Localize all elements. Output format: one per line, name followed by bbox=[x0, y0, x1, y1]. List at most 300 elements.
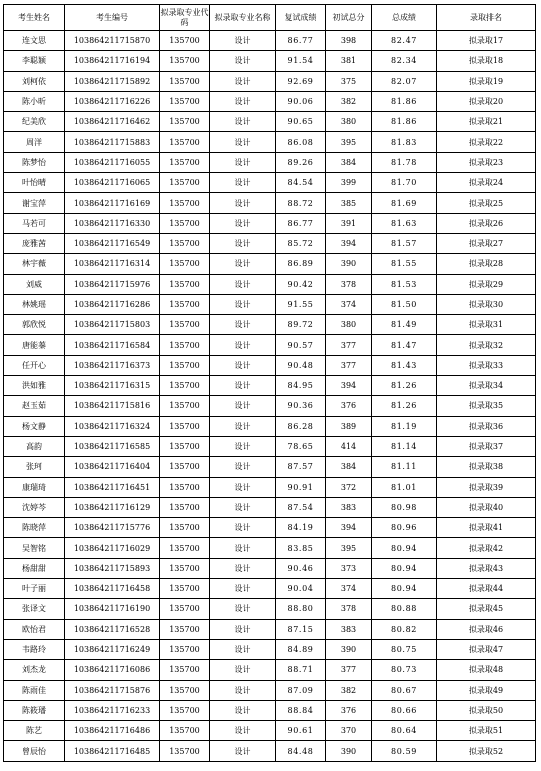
total-score-cell: 80.73 bbox=[372, 660, 437, 680]
rank-cell: 拟录取20 bbox=[437, 91, 536, 111]
total-score-cell: 80.94 bbox=[372, 538, 437, 558]
initial-score-cell: 385 bbox=[326, 193, 372, 213]
major-code-cell: 135700 bbox=[160, 193, 210, 213]
major-code-cell: 135700 bbox=[160, 721, 210, 741]
initial-score-cell: 390 bbox=[326, 639, 372, 659]
table-row bbox=[4, 700, 536, 720]
name-cell: 李聪颖 bbox=[4, 51, 65, 71]
name-cell: 叶怡晴 bbox=[4, 173, 65, 193]
retest-score-cell: 88.72 bbox=[276, 193, 326, 213]
major-code-cell: 135700 bbox=[160, 741, 210, 761]
rank-cell: 拟录取25 bbox=[437, 193, 536, 213]
retest-score-cell: 87.15 bbox=[276, 619, 326, 639]
major-name-cell: 设计 bbox=[210, 112, 276, 132]
rank-cell: 拟录取32 bbox=[437, 335, 536, 355]
rank-cell: 拟录取27 bbox=[437, 233, 536, 253]
rank-cell: 拟录取37 bbox=[437, 436, 536, 456]
table-row bbox=[4, 721, 536, 741]
table-row bbox=[4, 152, 536, 172]
candidate-id-cell: 103864211715976 bbox=[65, 274, 160, 294]
major-name-cell: 设计 bbox=[210, 294, 276, 314]
name-cell: 郭欣悦 bbox=[4, 315, 65, 335]
candidate-id-cell: 103864211716330 bbox=[65, 213, 160, 233]
rank-cell: 拟录取24 bbox=[437, 173, 536, 193]
rank-cell: 拟录取26 bbox=[437, 213, 536, 233]
candidate-id-cell: 103864211716190 bbox=[65, 599, 160, 619]
candidate-id-cell: 103864211716249 bbox=[65, 639, 160, 659]
retest-score-cell: 87.09 bbox=[276, 680, 326, 700]
total-score-cell: 81.55 bbox=[372, 254, 437, 274]
rank-cell: 拟录取38 bbox=[437, 457, 536, 477]
rank-cell: 拟录取33 bbox=[437, 355, 536, 375]
retest-score-cell: 90.91 bbox=[276, 477, 326, 497]
admission-table bbox=[3, 4, 536, 762]
rank-cell: 拟录取40 bbox=[437, 497, 536, 517]
name-cell: 陈雨佳 bbox=[4, 680, 65, 700]
major-code-cell: 135700 bbox=[160, 477, 210, 497]
major-code-cell: 135700 bbox=[160, 51, 210, 71]
candidate-id-cell: 103864211716315 bbox=[65, 376, 160, 396]
retest-score-cell: 87.54 bbox=[276, 497, 326, 517]
name-cell: 陈筱璠 bbox=[4, 700, 65, 720]
rank-cell: 拟录取52 bbox=[437, 741, 536, 761]
name-cell: 赵玉茹 bbox=[4, 396, 65, 416]
major-code-cell: 135700 bbox=[160, 71, 210, 91]
retest-score-cell: 90.65 bbox=[276, 112, 326, 132]
major-name-cell: 设计 bbox=[210, 416, 276, 436]
candidate-id-cell: 103864211716486 bbox=[65, 721, 160, 741]
major-name-cell: 设计 bbox=[210, 660, 276, 680]
retest-score-cell: 88.80 bbox=[276, 599, 326, 619]
retest-score-cell: 87.57 bbox=[276, 457, 326, 477]
total-score-cell: 81.49 bbox=[372, 315, 437, 335]
table-row bbox=[4, 254, 536, 274]
retest-score-cell: 84.48 bbox=[276, 741, 326, 761]
rank-cell: 拟录取19 bbox=[437, 71, 536, 91]
table-row bbox=[4, 396, 536, 416]
retest-score-cell: 92.69 bbox=[276, 71, 326, 91]
major-code-cell: 135700 bbox=[160, 436, 210, 456]
total-score-cell: 81.19 bbox=[372, 416, 437, 436]
total-score-cell: 81.86 bbox=[372, 91, 437, 111]
retest-score-cell: 84.54 bbox=[276, 173, 326, 193]
table-row bbox=[4, 436, 536, 456]
table-row bbox=[4, 355, 536, 375]
candidate-id-cell: 103864211716585 bbox=[65, 436, 160, 456]
initial-score-cell: 394 bbox=[326, 376, 372, 396]
table-row bbox=[4, 538, 536, 558]
total-score-cell: 80.88 bbox=[372, 599, 437, 619]
initial-score-cell: 394 bbox=[326, 233, 372, 253]
name-cell: 周洋 bbox=[4, 132, 65, 152]
total-score-cell: 81.14 bbox=[372, 436, 437, 456]
header-candidate-id: 考生编号 bbox=[65, 5, 160, 31]
rank-cell: 拟录取42 bbox=[437, 538, 536, 558]
major-code-cell: 135700 bbox=[160, 396, 210, 416]
rank-cell: 拟录取31 bbox=[437, 315, 536, 335]
major-code-cell: 135700 bbox=[160, 619, 210, 639]
total-score-cell: 81.53 bbox=[372, 274, 437, 294]
name-cell: 吴智铭 bbox=[4, 538, 65, 558]
candidate-id-cell: 103864211716169 bbox=[65, 193, 160, 213]
total-score-cell: 81.01 bbox=[372, 477, 437, 497]
table-row bbox=[4, 477, 536, 497]
major-code-cell: 135700 bbox=[160, 660, 210, 680]
major-code-cell: 135700 bbox=[160, 700, 210, 720]
initial-score-cell: 382 bbox=[326, 680, 372, 700]
major-name-cell: 设计 bbox=[210, 132, 276, 152]
rank-cell: 拟录取49 bbox=[437, 680, 536, 700]
table-row bbox=[4, 518, 536, 538]
table-row bbox=[4, 599, 536, 619]
candidate-id-cell: 103864211715776 bbox=[65, 518, 160, 538]
candidate-id-cell: 103864211715870 bbox=[65, 31, 160, 51]
total-score-cell: 81.43 bbox=[372, 355, 437, 375]
major-code-cell: 135700 bbox=[160, 91, 210, 111]
rank-cell: 拟录取23 bbox=[437, 152, 536, 172]
major-name-cell: 设计 bbox=[210, 477, 276, 497]
total-score-cell: 81.47 bbox=[372, 335, 437, 355]
initial-score-cell: 389 bbox=[326, 416, 372, 436]
major-name-cell: 设计 bbox=[210, 213, 276, 233]
rank-cell: 拟录取47 bbox=[437, 639, 536, 659]
major-name-cell: 设计 bbox=[210, 599, 276, 619]
major-name-cell: 设计 bbox=[210, 579, 276, 599]
retest-score-cell: 84.95 bbox=[276, 376, 326, 396]
retest-score-cell: 89.26 bbox=[276, 152, 326, 172]
table-row bbox=[4, 31, 536, 51]
retest-score-cell: 83.85 bbox=[276, 538, 326, 558]
initial-score-cell: 377 bbox=[326, 355, 372, 375]
header-name: 考生姓名 bbox=[4, 5, 65, 31]
table-row bbox=[4, 416, 536, 436]
header-rank: 录取排名 bbox=[437, 5, 536, 31]
retest-score-cell: 90.06 bbox=[276, 91, 326, 111]
name-cell: 张珂 bbox=[4, 457, 65, 477]
total-score-cell: 80.94 bbox=[372, 558, 437, 578]
table-row bbox=[4, 112, 536, 132]
table-row bbox=[4, 741, 536, 761]
major-code-cell: 135700 bbox=[160, 152, 210, 172]
name-cell: 马若可 bbox=[4, 213, 65, 233]
candidate-id-cell: 103864211716055 bbox=[65, 152, 160, 172]
major-code-cell: 135700 bbox=[160, 274, 210, 294]
major-name-cell: 设计 bbox=[210, 71, 276, 91]
retest-score-cell: 88.84 bbox=[276, 700, 326, 720]
rank-cell: 拟录取41 bbox=[437, 518, 536, 538]
major-name-cell: 设计 bbox=[210, 639, 276, 659]
rank-cell: 拟录取35 bbox=[437, 396, 536, 416]
total-score-cell: 80.66 bbox=[372, 700, 437, 720]
major-name-cell: 设计 bbox=[210, 436, 276, 456]
major-code-cell: 135700 bbox=[160, 457, 210, 477]
major-name-cell: 设计 bbox=[210, 396, 276, 416]
initial-score-cell: 398 bbox=[326, 31, 372, 51]
total-score-cell: 81.11 bbox=[372, 457, 437, 477]
initial-score-cell: 383 bbox=[326, 497, 372, 517]
major-name-cell: 设计 bbox=[210, 254, 276, 274]
candidate-id-cell: 103864211716286 bbox=[65, 294, 160, 314]
candidate-id-cell: 103864211715883 bbox=[65, 132, 160, 152]
candidate-id-cell: 103864211716324 bbox=[65, 416, 160, 436]
major-name-cell: 设计 bbox=[210, 376, 276, 396]
major-code-cell: 135700 bbox=[160, 639, 210, 659]
initial-score-cell: 383 bbox=[326, 619, 372, 639]
major-code-cell: 135700 bbox=[160, 355, 210, 375]
table-row bbox=[4, 274, 536, 294]
name-cell: 纪美欣 bbox=[4, 112, 65, 132]
major-name-cell: 设计 bbox=[210, 619, 276, 639]
header-total-score: 总成绩 bbox=[372, 5, 437, 31]
initial-score-cell: 373 bbox=[326, 558, 372, 578]
candidate-id-cell: 103864211716194 bbox=[65, 51, 160, 71]
initial-score-cell: 377 bbox=[326, 660, 372, 680]
total-score-cell: 81.86 bbox=[372, 112, 437, 132]
initial-score-cell: 376 bbox=[326, 700, 372, 720]
name-cell: 陈艺 bbox=[4, 721, 65, 741]
major-name-cell: 设计 bbox=[210, 741, 276, 761]
rank-cell: 拟录取28 bbox=[437, 254, 536, 274]
name-cell: 杨文静 bbox=[4, 416, 65, 436]
total-score-cell: 80.94 bbox=[372, 579, 437, 599]
retest-score-cell: 91.54 bbox=[276, 51, 326, 71]
retest-score-cell: 90.36 bbox=[276, 396, 326, 416]
name-cell: 唐能蓁 bbox=[4, 335, 65, 355]
initial-score-cell: 378 bbox=[326, 599, 372, 619]
initial-score-cell: 372 bbox=[326, 477, 372, 497]
major-name-cell: 设计 bbox=[210, 152, 276, 172]
name-cell: 刘柯依 bbox=[4, 71, 65, 91]
total-score-cell: 81.83 bbox=[372, 132, 437, 152]
table-row bbox=[4, 376, 536, 396]
candidate-id-cell: 103864211716528 bbox=[65, 619, 160, 639]
major-code-cell: 135700 bbox=[160, 112, 210, 132]
initial-score-cell: 375 bbox=[326, 71, 372, 91]
initial-score-cell: 370 bbox=[326, 721, 372, 741]
major-code-cell: 135700 bbox=[160, 579, 210, 599]
total-score-cell: 82.47 bbox=[372, 31, 437, 51]
major-code-cell: 135700 bbox=[160, 254, 210, 274]
initial-score-cell: 391 bbox=[326, 213, 372, 233]
table-row bbox=[4, 132, 536, 152]
major-code-cell: 135700 bbox=[160, 233, 210, 253]
candidate-id-cell: 103864211715876 bbox=[65, 680, 160, 700]
initial-score-cell: 380 bbox=[326, 315, 372, 335]
name-cell: 高韵 bbox=[4, 436, 65, 456]
candidate-id-cell: 103864211716314 bbox=[65, 254, 160, 274]
rank-cell: 拟录取21 bbox=[437, 112, 536, 132]
major-code-cell: 135700 bbox=[160, 497, 210, 517]
candidate-id-cell: 103864211716086 bbox=[65, 660, 160, 680]
initial-score-cell: 390 bbox=[326, 741, 372, 761]
major-code-cell: 135700 bbox=[160, 680, 210, 700]
major-name-cell: 设计 bbox=[210, 680, 276, 700]
major-name-cell: 设计 bbox=[210, 721, 276, 741]
candidate-id-cell: 103864211715816 bbox=[65, 396, 160, 416]
header-major-name: 拟录取专业名称 bbox=[210, 5, 276, 31]
rank-cell: 拟录取36 bbox=[437, 416, 536, 436]
initial-score-cell: 395 bbox=[326, 132, 372, 152]
candidate-id-cell: 103864211715892 bbox=[65, 71, 160, 91]
name-cell: 陈小昕 bbox=[4, 91, 65, 111]
total-score-cell: 80.67 bbox=[372, 680, 437, 700]
major-code-cell: 135700 bbox=[160, 173, 210, 193]
rank-cell: 拟录取29 bbox=[437, 274, 536, 294]
name-cell: 叶子丽 bbox=[4, 579, 65, 599]
initial-score-cell: 378 bbox=[326, 274, 372, 294]
total-score-cell: 80.96 bbox=[372, 518, 437, 538]
rank-cell: 拟录取18 bbox=[437, 51, 536, 71]
major-name-cell: 设计 bbox=[210, 497, 276, 517]
table-row bbox=[4, 457, 536, 477]
rank-cell: 拟录取30 bbox=[437, 294, 536, 314]
retest-score-cell: 86.77 bbox=[276, 31, 326, 51]
name-cell: 曾辰怡 bbox=[4, 741, 65, 761]
retest-score-cell: 90.61 bbox=[276, 721, 326, 741]
name-cell: 韦路玲 bbox=[4, 639, 65, 659]
major-code-cell: 135700 bbox=[160, 599, 210, 619]
total-score-cell: 81.50 bbox=[372, 294, 437, 314]
table-row bbox=[4, 91, 536, 111]
total-score-cell: 81.26 bbox=[372, 396, 437, 416]
rank-cell: 拟录取44 bbox=[437, 579, 536, 599]
retest-score-cell: 90.48 bbox=[276, 355, 326, 375]
name-cell: 谢宝萍 bbox=[4, 193, 65, 213]
initial-score-cell: 382 bbox=[326, 91, 372, 111]
name-cell: 张译文 bbox=[4, 599, 65, 619]
initial-score-cell: 384 bbox=[326, 152, 372, 172]
name-cell: 陈晓萍 bbox=[4, 518, 65, 538]
retest-score-cell: 78.65 bbox=[276, 436, 326, 456]
rank-cell: 拟录取50 bbox=[437, 700, 536, 720]
table-row bbox=[4, 497, 536, 517]
rank-cell: 拟录取39 bbox=[437, 477, 536, 497]
major-name-cell: 设计 bbox=[210, 233, 276, 253]
table-row bbox=[4, 315, 536, 335]
header-initial-score: 初试总分 bbox=[326, 5, 372, 31]
candidate-id-cell: 103864211716549 bbox=[65, 233, 160, 253]
major-code-cell: 135700 bbox=[160, 518, 210, 538]
name-cell: 沈婷芩 bbox=[4, 497, 65, 517]
header-major-code: 拟录取专业代码 bbox=[160, 5, 210, 31]
name-cell: 洪如雅 bbox=[4, 376, 65, 396]
initial-score-cell: 377 bbox=[326, 335, 372, 355]
major-code-cell: 135700 bbox=[160, 538, 210, 558]
table-row bbox=[4, 193, 536, 213]
candidate-id-cell: 103864211716226 bbox=[65, 91, 160, 111]
major-code-cell: 135700 bbox=[160, 558, 210, 578]
retest-score-cell: 90.57 bbox=[276, 335, 326, 355]
initial-score-cell: 376 bbox=[326, 396, 372, 416]
major-name-cell: 设计 bbox=[210, 538, 276, 558]
major-code-cell: 135700 bbox=[160, 132, 210, 152]
total-score-cell: 81.57 bbox=[372, 233, 437, 253]
major-name-cell: 设计 bbox=[210, 51, 276, 71]
name-cell: 刘威 bbox=[4, 274, 65, 294]
candidate-id-cell: 103864211715803 bbox=[65, 315, 160, 335]
candidate-id-cell: 103864211716233 bbox=[65, 700, 160, 720]
initial-score-cell: 390 bbox=[326, 254, 372, 274]
name-cell: 庞雅茜 bbox=[4, 233, 65, 253]
header-retest-score: 复试成绩 bbox=[276, 5, 326, 31]
candidate-id-cell: 103864211716462 bbox=[65, 112, 160, 132]
total-score-cell: 81.78 bbox=[372, 152, 437, 172]
retest-score-cell: 90.46 bbox=[276, 558, 326, 578]
major-code-cell: 135700 bbox=[160, 315, 210, 335]
retest-score-cell: 90.42 bbox=[276, 274, 326, 294]
table-row bbox=[4, 51, 536, 71]
rank-cell: 拟录取22 bbox=[437, 132, 536, 152]
candidate-id-cell: 103864211715893 bbox=[65, 558, 160, 578]
candidate-id-cell: 103864211716373 bbox=[65, 355, 160, 375]
total-score-cell: 80.75 bbox=[372, 639, 437, 659]
retest-score-cell: 86.89 bbox=[276, 254, 326, 274]
name-cell: 林姚瑶 bbox=[4, 294, 65, 314]
retest-score-cell: 88.71 bbox=[276, 660, 326, 680]
table-row bbox=[4, 173, 536, 193]
initial-score-cell: 374 bbox=[326, 294, 372, 314]
initial-score-cell: 394 bbox=[326, 518, 372, 538]
initial-score-cell: 414 bbox=[326, 436, 372, 456]
rank-cell: 拟录取51 bbox=[437, 721, 536, 741]
table-row bbox=[4, 619, 536, 639]
rank-cell: 拟录取43 bbox=[437, 558, 536, 578]
total-score-cell: 82.07 bbox=[372, 71, 437, 91]
name-cell: 康瑞琦 bbox=[4, 477, 65, 497]
total-score-cell: 81.26 bbox=[372, 376, 437, 396]
table-row bbox=[4, 294, 536, 314]
candidate-id-cell: 103864211716065 bbox=[65, 173, 160, 193]
table-row bbox=[4, 660, 536, 680]
table-row bbox=[4, 558, 536, 578]
retest-score-cell: 86.28 bbox=[276, 416, 326, 436]
candidate-id-cell: 103864211716584 bbox=[65, 335, 160, 355]
candidate-id-cell: 103864211716129 bbox=[65, 497, 160, 517]
candidate-id-cell: 103864211716485 bbox=[65, 741, 160, 761]
major-code-cell: 135700 bbox=[160, 376, 210, 396]
retest-score-cell: 84.89 bbox=[276, 639, 326, 659]
major-name-cell: 设计 bbox=[210, 457, 276, 477]
major-code-cell: 135700 bbox=[160, 416, 210, 436]
initial-score-cell: 384 bbox=[326, 457, 372, 477]
table-row bbox=[4, 680, 536, 700]
retest-score-cell: 84.19 bbox=[276, 518, 326, 538]
major-code-cell: 135700 bbox=[160, 213, 210, 233]
initial-score-cell: 374 bbox=[326, 579, 372, 599]
major-name-cell: 设计 bbox=[210, 193, 276, 213]
table-header-row bbox=[4, 5, 536, 31]
total-score-cell: 81.63 bbox=[372, 213, 437, 233]
table-row bbox=[4, 233, 536, 253]
candidate-id-cell: 103864211716404 bbox=[65, 457, 160, 477]
major-name-cell: 设计 bbox=[210, 355, 276, 375]
major-name-cell: 设计 bbox=[210, 31, 276, 51]
rank-cell: 拟录取45 bbox=[437, 599, 536, 619]
major-code-cell: 135700 bbox=[160, 31, 210, 51]
total-score-cell: 81.69 bbox=[372, 193, 437, 213]
total-score-cell: 81.70 bbox=[372, 173, 437, 193]
candidate-id-cell: 103864211716458 bbox=[65, 579, 160, 599]
retest-score-cell: 91.55 bbox=[276, 294, 326, 314]
initial-score-cell: 380 bbox=[326, 112, 372, 132]
major-name-cell: 设计 bbox=[210, 274, 276, 294]
name-cell: 欧怡君 bbox=[4, 619, 65, 639]
major-name-cell: 设计 bbox=[210, 91, 276, 111]
retest-score-cell: 86.08 bbox=[276, 132, 326, 152]
table-row bbox=[4, 579, 536, 599]
table-row bbox=[4, 213, 536, 233]
name-cell: 刘杰龙 bbox=[4, 660, 65, 680]
